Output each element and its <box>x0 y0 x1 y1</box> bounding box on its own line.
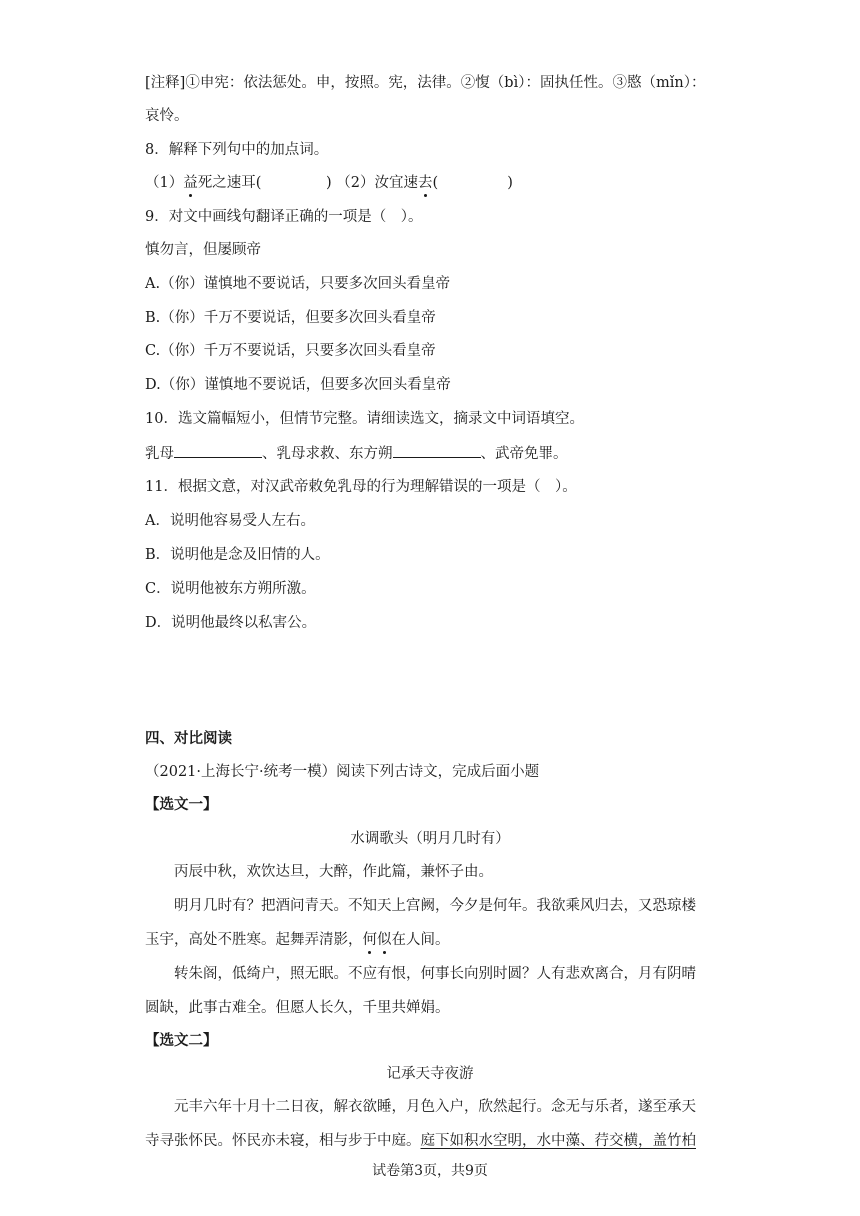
notes-line-2: 哀怜。 <box>145 108 189 124</box>
q8-answer-space-2[interactable] <box>438 175 507 191</box>
q10-title: 10．选文篇幅短小，但情节完整。请细读选文，摘录文中词语填空。 <box>145 411 584 427</box>
poem-preface: 丙辰中秋，欢饮达旦，大醉，作此篇，兼怀子由。 <box>174 864 493 880</box>
q10-blanks <box>145 443 568 464</box>
q11-option-d[interactable]: D．说明他最终以私害公。 <box>145 615 317 631</box>
q9-option-b[interactable]: B.（你）千万不要说话，但要多次回头看皇帝 <box>145 310 436 326</box>
section-source: （2021·上海长宁·统考一模）阅读下列古诗文，完成后面小题 <box>145 764 540 780</box>
q8-dotted-word-1: 益 <box>183 175 198 191</box>
section-heading: 四、对比阅读 <box>145 730 232 747</box>
q9-option-a[interactable]: A.（你）谨慎地不要说话，只要多次回头看皇帝 <box>145 276 451 292</box>
selection-2-label: 【选文二】 <box>145 1032 218 1049</box>
q9-option-d[interactable]: D.（你）谨慎地不要说话，但要多次回头看皇帝 <box>145 377 451 393</box>
poem-line-3: 转朱阁，低绮户，照无眠。不应有恨，何事长向别时圆？人有悲欢离合，月有阴晴 <box>174 966 696 982</box>
q10-blank-2[interactable] <box>393 443 481 458</box>
essay-line-2 <box>145 1131 696 1151</box>
q8-item1-text: 死之速耳( <box>197 175 262 191</box>
q8-items <box>145 173 513 193</box>
poem-line-2-post: 在人间。 <box>391 932 450 948</box>
q10-part-c: 、武帝免罪。 <box>480 446 568 462</box>
q10-part-a: 乳母 <box>145 446 174 462</box>
essay-line-1: 元丰六年十月十二日夜，解衣欲睡，月色入户，欣然起行。念无与乐者，遂至承天 <box>174 1099 696 1115</box>
q11-title: 11．根据文意，对汉武帝敕免乳母的行为理解错误的一项是（ ）。 <box>145 479 577 495</box>
selection-1-label: 【选文一】 <box>145 796 218 813</box>
page-footer: 试卷第3页，共9页 <box>372 1163 488 1179</box>
poem-line-4: 圆缺，此事古难全。但愿人长久，千里共婵娟。 <box>145 1000 450 1016</box>
poem-line-2 <box>145 930 450 950</box>
essay-title: 记承天寺夜游 <box>386 1066 474 1082</box>
essay-line-2-pre: 寺寻张怀民。怀民亦未寝，相与步于中庭。 <box>145 1133 421 1149</box>
notes-line-1: [注释]①申宪：依法惩处。申，按照。宪，法律。②愎（bì）：固执任性。③愍（mǐn）： <box>145 75 706 91</box>
q10-blank-1[interactable] <box>174 443 262 458</box>
q9-option-c[interactable]: C.（你）千万不要说话，只要多次回头看皇帝 <box>145 343 436 359</box>
q11-option-a[interactable]: A．说明他容易受人左右。 <box>145 513 315 529</box>
poem-line-1: 明月几时有？把酒问青天。不知天上宫阙，今夕是何年。我欲乘风归去，又恐琼楼 <box>174 898 696 914</box>
q9-title: 9．对文中画线句翻译正确的一项是（ ）。 <box>145 209 423 225</box>
poem-dotted-word-1: 何 <box>362 932 377 948</box>
poem-line-2-pre: 玉宇，高处不胜寒。起舞弄清影， <box>145 932 363 948</box>
q8-item1-close: ) <box>325 175 332 191</box>
q11-option-c[interactable]: C．说明他被东方朔所激。 <box>145 581 316 597</box>
q11-option-b[interactable]: B．说明他是念及旧情的人。 <box>145 547 330 563</box>
q8-item2-open: ( <box>432 175 439 191</box>
q8-dotted-word-2: 去 <box>417 175 433 191</box>
poem-title: 水调歌头（明月几时有） <box>350 831 510 847</box>
q8-item2-text: （2）汝宜速 <box>336 175 418 191</box>
poem-dotted-word-2: 似 <box>377 932 392 948</box>
essay-underlined-sentence: 庭下如积水空明，水中藻、荇交横，盖竹柏 <box>420 1133 696 1149</box>
q8-item1-prefix: （1） <box>145 175 184 191</box>
q8-title: 8．解释下列句中的加点词。 <box>145 142 329 158</box>
q8-answer-space-1[interactable] <box>261 175 326 191</box>
q9-sentence: 慎勿言，但屡顾帝 <box>145 242 261 258</box>
q10-part-b: 、乳母求救、东方朔 <box>262 446 393 462</box>
q8-item2-close: ) <box>507 175 513 191</box>
